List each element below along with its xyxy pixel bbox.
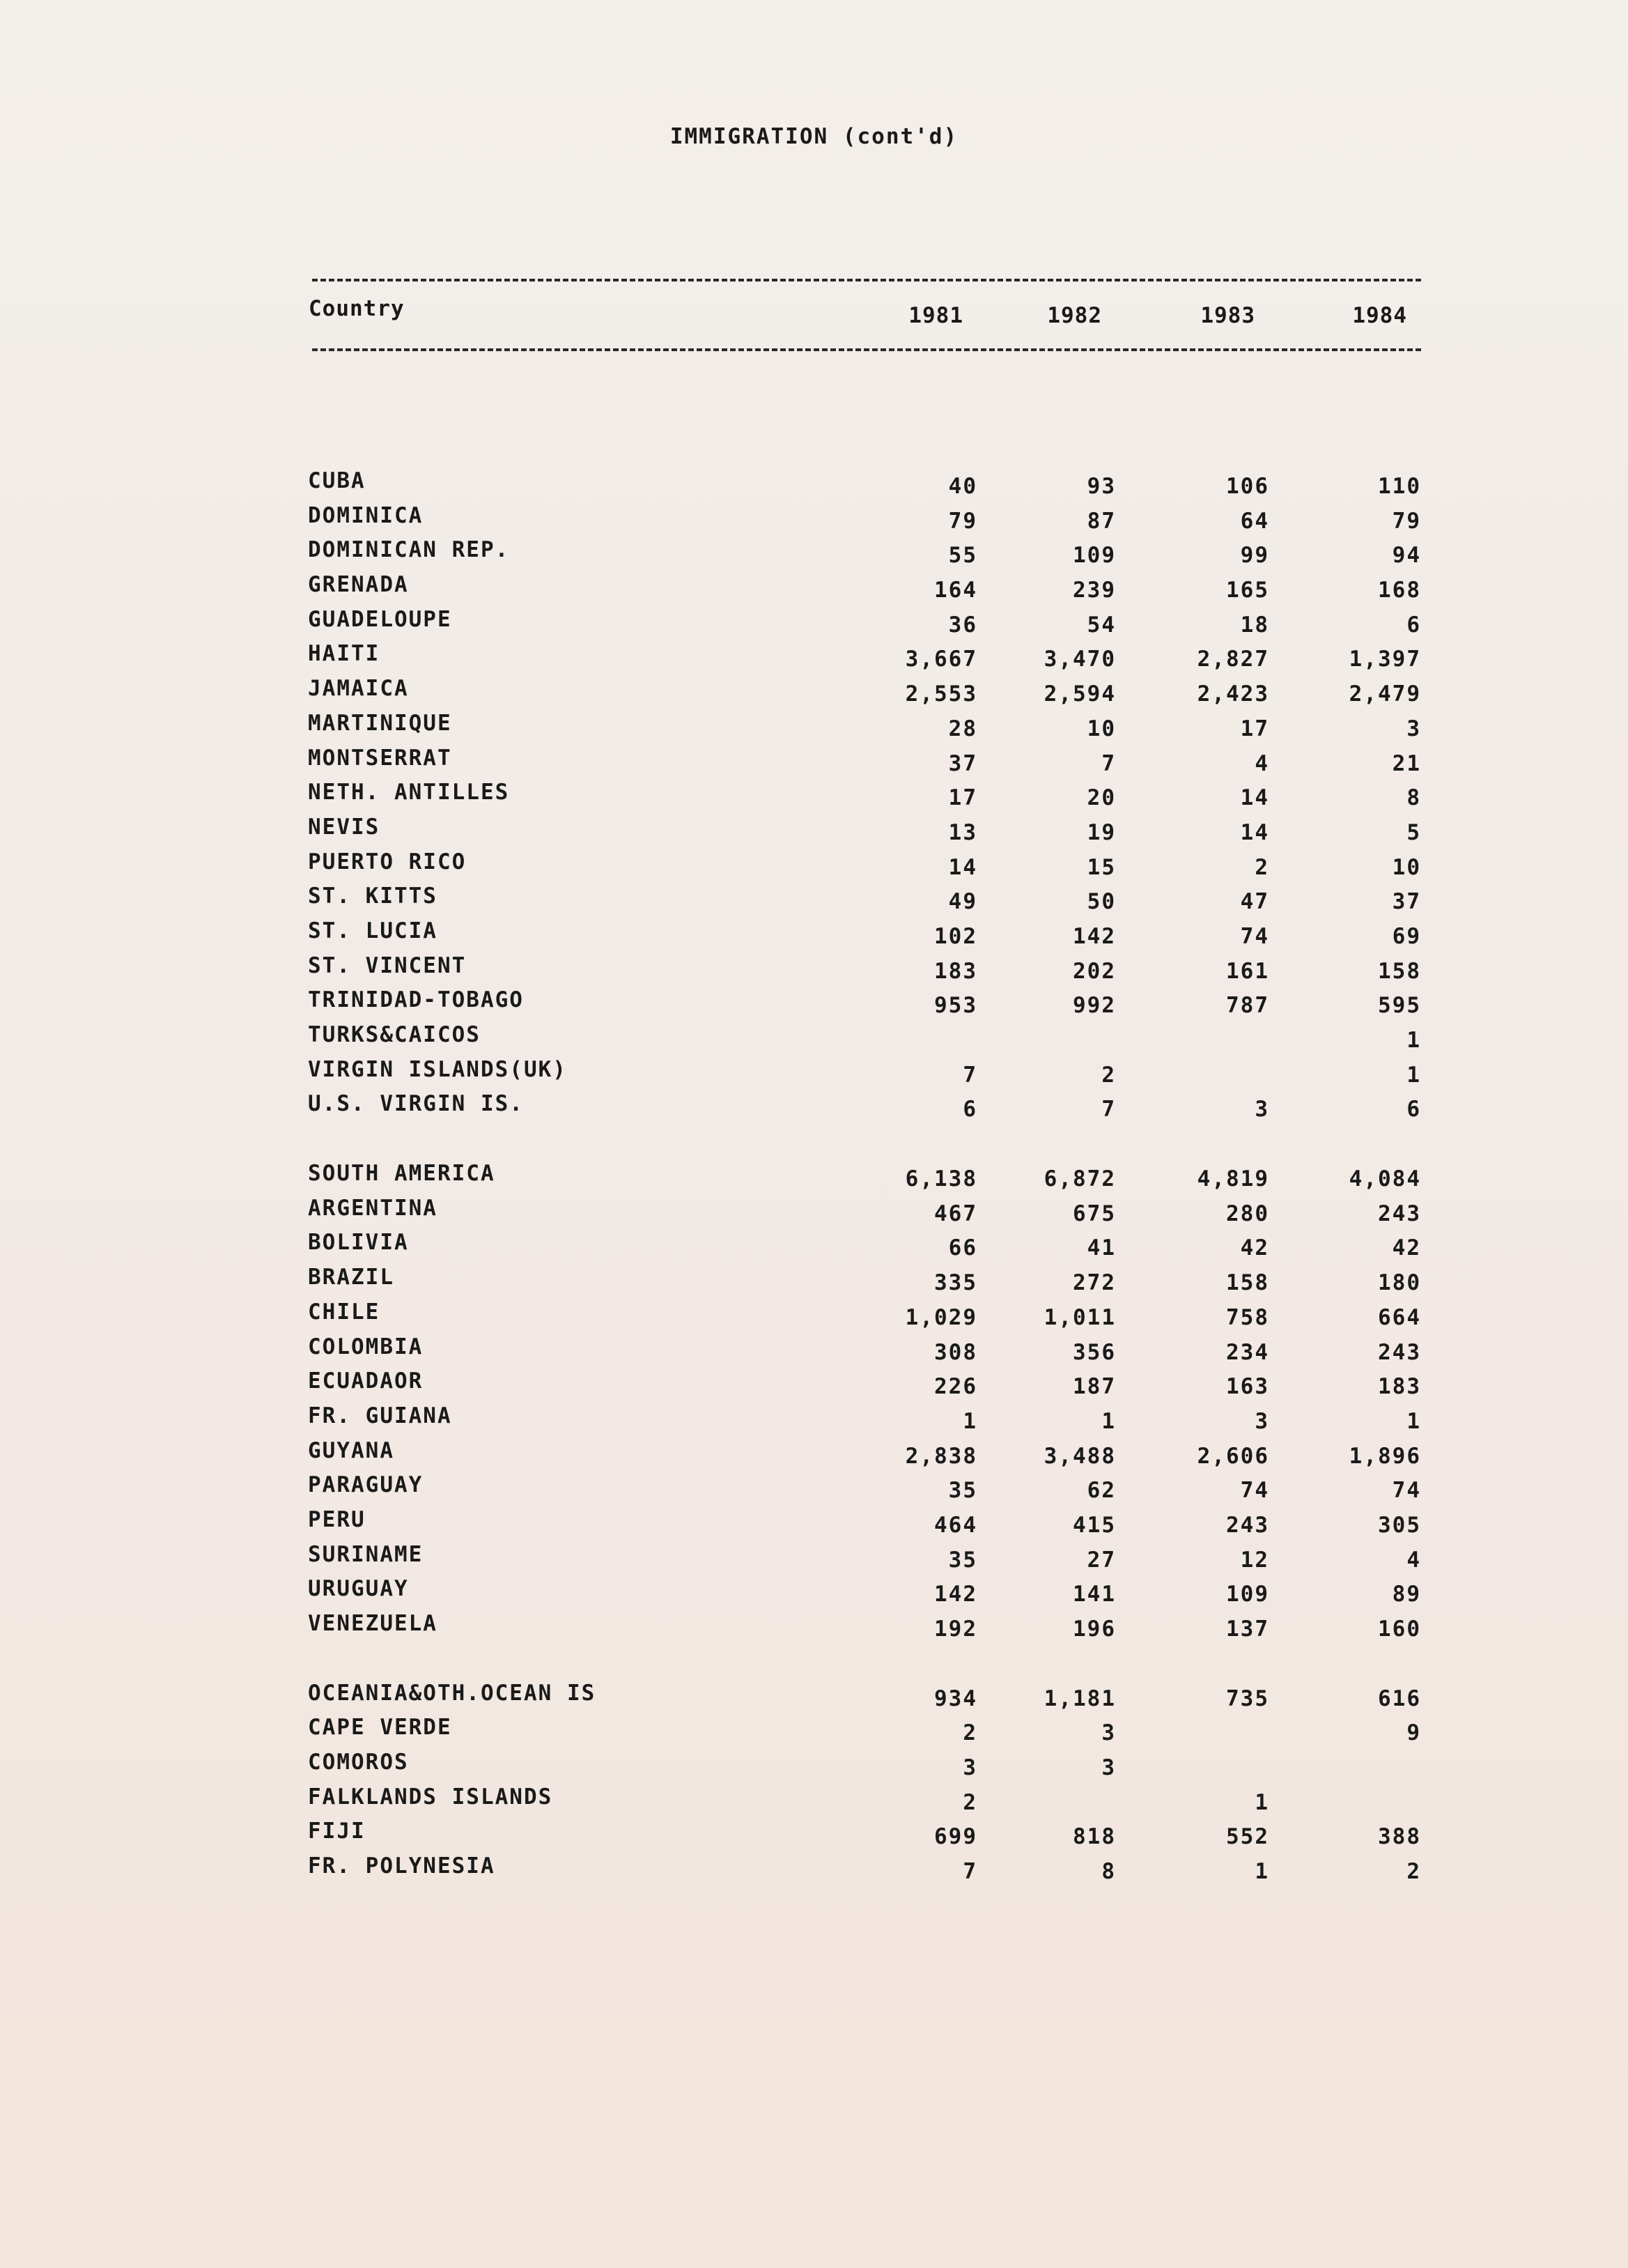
value-cell-1984: 158 xyxy=(1378,958,1421,984)
table-body xyxy=(0,468,1628,1888)
value-cell-1981: 55 xyxy=(948,543,977,569)
value-cell-1981: 226 xyxy=(934,1374,977,1400)
table-row xyxy=(0,1022,1628,1057)
country-name-cell: ECUADAOR xyxy=(308,1368,424,1394)
country-name-cell: DOMINICA xyxy=(308,502,424,528)
country-name-cell: DOMINICAN REP. xyxy=(308,537,510,563)
page-title: IMMIGRATION (cont'd) xyxy=(669,124,959,149)
value-cell-1983: 787 xyxy=(1226,993,1269,1019)
value-cell-1984: 305 xyxy=(1378,1512,1421,1538)
year-column-header-1984: 1984 xyxy=(1352,303,1407,328)
value-cell-1982: 1,011 xyxy=(1044,1304,1116,1330)
value-cell-1984: 1,397 xyxy=(1349,647,1421,672)
value-cell-1983: 17 xyxy=(1240,716,1269,741)
value-cell-1981: 1,029 xyxy=(905,1304,977,1330)
country-name-cell: FALKLANDS ISLANDS xyxy=(308,1784,553,1810)
country-name-cell: ST. LUCIA xyxy=(308,918,437,943)
value-cell-1984: 42 xyxy=(1392,1235,1421,1261)
value-cell-1983: 4,819 xyxy=(1197,1166,1269,1192)
country-name-cell: GUADELOUPE xyxy=(308,606,452,632)
value-cell-1982: 818 xyxy=(1073,1824,1116,1850)
value-cell-1984: 79 xyxy=(1392,508,1421,534)
value-cell-1984: 243 xyxy=(1378,1339,1421,1365)
table-row xyxy=(0,1750,1628,1784)
value-cell-1981: 36 xyxy=(948,612,977,638)
value-cell-1984: 4,084 xyxy=(1349,1166,1421,1192)
country-name-cell: PARAGUAY xyxy=(308,1472,424,1498)
country-name-cell: FR. GUIANA xyxy=(308,1403,452,1428)
table-row xyxy=(0,1853,1628,1888)
year-column-header-1981: 1981 xyxy=(908,303,963,328)
value-cell-1981: 7 xyxy=(963,1859,977,1885)
value-cell-1982: 6,872 xyxy=(1044,1166,1116,1192)
value-cell-1984: 595 xyxy=(1378,993,1421,1019)
group-spacer xyxy=(0,1126,1628,1161)
table-row xyxy=(0,1819,1628,1853)
table-row xyxy=(0,1507,1628,1542)
country-name-cell: CUBA xyxy=(308,468,366,493)
value-cell-1981: 464 xyxy=(934,1512,977,1538)
value-cell-1984: 1 xyxy=(1406,1028,1421,1053)
value-cell-1982: 142 xyxy=(1073,923,1116,949)
value-cell-1984: 1 xyxy=(1406,1408,1421,1434)
value-cell-1981: 2 xyxy=(963,1789,977,1815)
value-cell-1983: 3 xyxy=(1255,1408,1269,1434)
value-cell-1984: 9 xyxy=(1406,1720,1421,1746)
value-cell-1984: 1 xyxy=(1406,1062,1421,1088)
value-cell-1981: 102 xyxy=(934,923,977,949)
country-name-cell: FR. POLYNESIA xyxy=(308,1853,495,1879)
value-cell-1983: 64 xyxy=(1240,508,1269,534)
value-cell-1983: 2,606 xyxy=(1197,1443,1269,1469)
table-row xyxy=(0,1681,1628,1715)
table-row xyxy=(0,1576,1628,1611)
table-row xyxy=(0,1611,1628,1646)
value-cell-1982: 27 xyxy=(1087,1547,1116,1573)
value-cell-1981: 2,553 xyxy=(905,681,977,707)
value-cell-1982: 93 xyxy=(1087,474,1116,499)
value-cell-1981: 2 xyxy=(963,1720,977,1746)
value-cell-1984: 8 xyxy=(1406,785,1421,811)
value-cell-1984: 4 xyxy=(1406,1547,1421,1573)
table-row xyxy=(0,849,1628,884)
value-cell-1984: 10 xyxy=(1392,854,1421,880)
country-name-cell: PERU xyxy=(308,1506,366,1532)
value-cell-1981: 17 xyxy=(948,785,977,811)
value-cell-1981: 13 xyxy=(948,819,977,845)
value-cell-1984: 21 xyxy=(1392,750,1421,776)
country-name-cell: GRENADA xyxy=(308,572,409,598)
value-cell-1983: 1 xyxy=(1255,1859,1269,1885)
value-cell-1982: 992 xyxy=(1073,993,1116,1019)
table-row xyxy=(0,987,1628,1022)
header-top-rule xyxy=(312,279,1421,281)
value-cell-1982: 19 xyxy=(1087,819,1116,845)
value-cell-1983: 3 xyxy=(1255,1097,1269,1123)
table-header xyxy=(0,296,1628,331)
value-cell-1983: 4 xyxy=(1255,750,1269,776)
value-cell-1984: 183 xyxy=(1378,1374,1421,1400)
value-cell-1984: 74 xyxy=(1392,1478,1421,1504)
table-row xyxy=(0,884,1628,918)
value-cell-1983: 2,827 xyxy=(1197,647,1269,672)
table-row xyxy=(0,746,1628,780)
country-name-cell: BRAZIL xyxy=(308,1265,394,1290)
value-cell-1982: 54 xyxy=(1087,612,1116,638)
value-cell-1981: 3,667 xyxy=(905,647,977,672)
value-cell-1981: 3 xyxy=(963,1755,977,1781)
value-cell-1982: 356 xyxy=(1073,1339,1116,1365)
country-name-cell: COMOROS xyxy=(308,1750,409,1775)
value-cell-1982: 3,470 xyxy=(1044,647,1116,672)
value-cell-1983: 2 xyxy=(1255,854,1269,880)
country-name-cell: VIRGIN ISLANDS(UK) xyxy=(308,1056,567,1082)
table-row xyxy=(0,1057,1628,1092)
table-row xyxy=(0,1334,1628,1369)
year-column-header-1983: 1983 xyxy=(1200,303,1255,328)
value-cell-1983: 109 xyxy=(1226,1582,1269,1607)
value-cell-1984: 243 xyxy=(1378,1201,1421,1226)
table-row xyxy=(0,1265,1628,1299)
country-name-cell: VENEZUELA xyxy=(308,1611,437,1636)
country-name-cell: ST. KITTS xyxy=(308,884,437,909)
table-row xyxy=(0,1472,1628,1507)
country-column-header: Country xyxy=(309,296,405,321)
value-cell-1981: 40 xyxy=(948,474,977,499)
value-cell-1982: 3,488 xyxy=(1044,1443,1116,1469)
value-cell-1982: 7 xyxy=(1101,750,1116,776)
value-cell-1984: 69 xyxy=(1392,923,1421,949)
table-row xyxy=(0,815,1628,849)
value-cell-1983: 161 xyxy=(1226,958,1269,984)
value-cell-1982: 87 xyxy=(1087,508,1116,534)
country-name-cell: PUERTO RICO xyxy=(308,849,467,874)
value-cell-1982: 62 xyxy=(1087,1478,1116,1504)
table-row xyxy=(0,1230,1628,1265)
table-row xyxy=(0,711,1628,746)
group-spacer xyxy=(0,1646,1628,1681)
value-cell-1982: 8 xyxy=(1101,1859,1116,1885)
country-name-cell: U.S. VIRGIN IS. xyxy=(308,1091,524,1117)
value-cell-1984: 2,479 xyxy=(1349,681,1421,707)
value-cell-1983: 14 xyxy=(1240,785,1269,811)
value-cell-1981: 467 xyxy=(934,1201,977,1226)
country-name-cell: MARTINIQUE xyxy=(308,710,452,736)
country-name-cell: NEVIS xyxy=(308,814,380,840)
value-cell-1984: 168 xyxy=(1378,578,1421,603)
table-row xyxy=(0,572,1628,607)
country-name-cell: NETH. ANTILLES xyxy=(308,780,510,805)
table-row xyxy=(0,1403,1628,1438)
value-cell-1982: 141 xyxy=(1073,1582,1116,1607)
value-cell-1981: 35 xyxy=(948,1547,977,1573)
value-cell-1983: 158 xyxy=(1226,1270,1269,1296)
value-cell-1984: 160 xyxy=(1378,1617,1421,1642)
country-name-cell: JAMAICA xyxy=(308,676,409,702)
value-cell-1981: 6,138 xyxy=(905,1166,977,1192)
value-cell-1983: 18 xyxy=(1240,612,1269,638)
country-name-cell: CHILE xyxy=(308,1299,380,1325)
value-cell-1982: 15 xyxy=(1087,854,1116,880)
value-cell-1984: 37 xyxy=(1392,889,1421,915)
value-cell-1983: 1 xyxy=(1255,1789,1269,1815)
value-cell-1981: 183 xyxy=(934,958,977,984)
country-name-cell: HAITI xyxy=(308,641,380,667)
country-name-cell: TURKS&CAICOS xyxy=(308,1022,481,1047)
country-name-cell: GUYANA xyxy=(308,1437,394,1463)
table-row xyxy=(0,503,1628,538)
table-row xyxy=(0,1299,1628,1334)
value-cell-1981: 142 xyxy=(934,1582,977,1607)
value-cell-1981: 2,838 xyxy=(905,1443,977,1469)
table-row xyxy=(0,953,1628,988)
value-cell-1983: 106 xyxy=(1226,474,1269,499)
value-cell-1981: 79 xyxy=(948,508,977,534)
value-cell-1981: 335 xyxy=(934,1270,977,1296)
value-cell-1982: 675 xyxy=(1073,1201,1116,1226)
value-cell-1984: 2 xyxy=(1406,1859,1421,1885)
value-cell-1981: 66 xyxy=(948,1235,977,1261)
value-cell-1983: 74 xyxy=(1240,923,1269,949)
value-cell-1984: 616 xyxy=(1378,1685,1421,1711)
value-cell-1982: 202 xyxy=(1073,958,1116,984)
table-row xyxy=(0,1196,1628,1231)
country-name-cell: SOUTH AMERICA xyxy=(308,1161,495,1187)
value-cell-1983: 42 xyxy=(1240,1235,1269,1261)
table-row xyxy=(0,607,1628,642)
value-cell-1982: 10 xyxy=(1087,716,1116,741)
value-cell-1983: 137 xyxy=(1226,1617,1269,1642)
value-cell-1981: 7 xyxy=(963,1062,977,1088)
value-cell-1984: 664 xyxy=(1378,1304,1421,1330)
value-cell-1983: 735 xyxy=(1226,1685,1269,1711)
value-cell-1983: 47 xyxy=(1240,889,1269,915)
value-cell-1984: 5 xyxy=(1406,819,1421,845)
value-cell-1983: 280 xyxy=(1226,1201,1269,1226)
value-cell-1983: 552 xyxy=(1226,1824,1269,1850)
value-cell-1984: 6 xyxy=(1406,612,1421,638)
table-row xyxy=(0,1784,1628,1819)
country-name-cell: OCEANIA&OTH.OCEAN IS xyxy=(308,1680,596,1706)
value-cell-1981: 35 xyxy=(948,1478,977,1504)
value-cell-1982: 187 xyxy=(1073,1374,1116,1400)
table-row xyxy=(0,537,1628,572)
value-cell-1982: 1,181 xyxy=(1044,1685,1116,1711)
value-cell-1983: 99 xyxy=(1240,543,1269,569)
table-row xyxy=(0,1161,1628,1196)
country-name-cell: URUGUAY xyxy=(308,1576,409,1602)
value-cell-1983: 163 xyxy=(1226,1374,1269,1400)
header-bottom-rule xyxy=(312,348,1421,351)
value-cell-1982: 3 xyxy=(1101,1720,1116,1746)
table-row xyxy=(0,468,1628,503)
table-row xyxy=(0,1368,1628,1403)
value-cell-1981: 37 xyxy=(948,750,977,776)
value-cell-1982: 2,594 xyxy=(1044,681,1116,707)
value-cell-1981: 164 xyxy=(934,578,977,603)
value-cell-1982: 415 xyxy=(1073,1512,1116,1538)
value-cell-1982: 2 xyxy=(1101,1062,1116,1088)
value-cell-1981: 699 xyxy=(934,1824,977,1850)
value-cell-1984: 3 xyxy=(1406,716,1421,741)
value-cell-1982: 239 xyxy=(1073,578,1116,603)
value-cell-1982: 7 xyxy=(1101,1097,1116,1123)
country-name-cell: ST. VINCENT xyxy=(308,952,467,978)
value-cell-1984: 89 xyxy=(1392,1582,1421,1607)
country-name-cell: FIJI xyxy=(308,1819,366,1844)
value-cell-1981: 28 xyxy=(948,716,977,741)
value-cell-1983: 14 xyxy=(1240,819,1269,845)
value-cell-1983: 74 xyxy=(1240,1478,1269,1504)
value-cell-1983: 12 xyxy=(1240,1547,1269,1573)
country-name-cell: ARGENTINA xyxy=(308,1195,437,1221)
value-cell-1981: 49 xyxy=(948,889,977,915)
value-cell-1982: 272 xyxy=(1073,1270,1116,1296)
table-row xyxy=(0,918,1628,953)
value-cell-1982: 50 xyxy=(1087,889,1116,915)
table-row xyxy=(0,1438,1628,1473)
country-name-cell: TRINIDAD-TOBAGO xyxy=(308,987,524,1013)
value-cell-1984: 180 xyxy=(1378,1270,1421,1296)
value-cell-1981: 308 xyxy=(934,1339,977,1365)
table-row xyxy=(0,1542,1628,1577)
country-name-cell: SURINAME xyxy=(308,1541,424,1567)
table-row xyxy=(0,641,1628,676)
value-cell-1983: 165 xyxy=(1226,578,1269,603)
table-row xyxy=(0,676,1628,711)
value-cell-1984: 6 xyxy=(1406,1097,1421,1123)
value-cell-1982: 196 xyxy=(1073,1617,1116,1642)
value-cell-1982: 109 xyxy=(1073,543,1116,569)
value-cell-1983: 243 xyxy=(1226,1512,1269,1538)
country-name-cell: BOLIVIA xyxy=(308,1230,409,1256)
value-cell-1982: 41 xyxy=(1087,1235,1116,1261)
value-cell-1984: 1,896 xyxy=(1349,1443,1421,1469)
value-cell-1981: 953 xyxy=(934,993,977,1019)
table-row xyxy=(0,1715,1628,1750)
value-cell-1984: 388 xyxy=(1378,1824,1421,1850)
value-cell-1984: 110 xyxy=(1378,474,1421,499)
value-cell-1984: 94 xyxy=(1392,543,1421,569)
value-cell-1981: 1 xyxy=(963,1408,977,1434)
value-cell-1981: 934 xyxy=(934,1685,977,1711)
value-cell-1982: 1 xyxy=(1101,1408,1116,1434)
value-cell-1981: 192 xyxy=(934,1617,977,1642)
value-cell-1983: 758 xyxy=(1226,1304,1269,1330)
country-name-cell: COLOMBIA xyxy=(308,1334,424,1359)
country-name-cell: MONTSERRAT xyxy=(308,745,452,771)
table-row xyxy=(0,780,1628,815)
value-cell-1981: 14 xyxy=(948,854,977,880)
value-cell-1983: 234 xyxy=(1226,1339,1269,1365)
value-cell-1982: 20 xyxy=(1087,785,1116,811)
value-cell-1983: 2,423 xyxy=(1197,681,1269,707)
table-row xyxy=(0,1091,1628,1126)
value-cell-1982: 3 xyxy=(1101,1755,1116,1781)
country-name-cell: CAPE VERDE xyxy=(308,1715,452,1741)
value-cell-1981: 6 xyxy=(963,1097,977,1123)
year-column-header-1982: 1982 xyxy=(1047,303,1102,328)
